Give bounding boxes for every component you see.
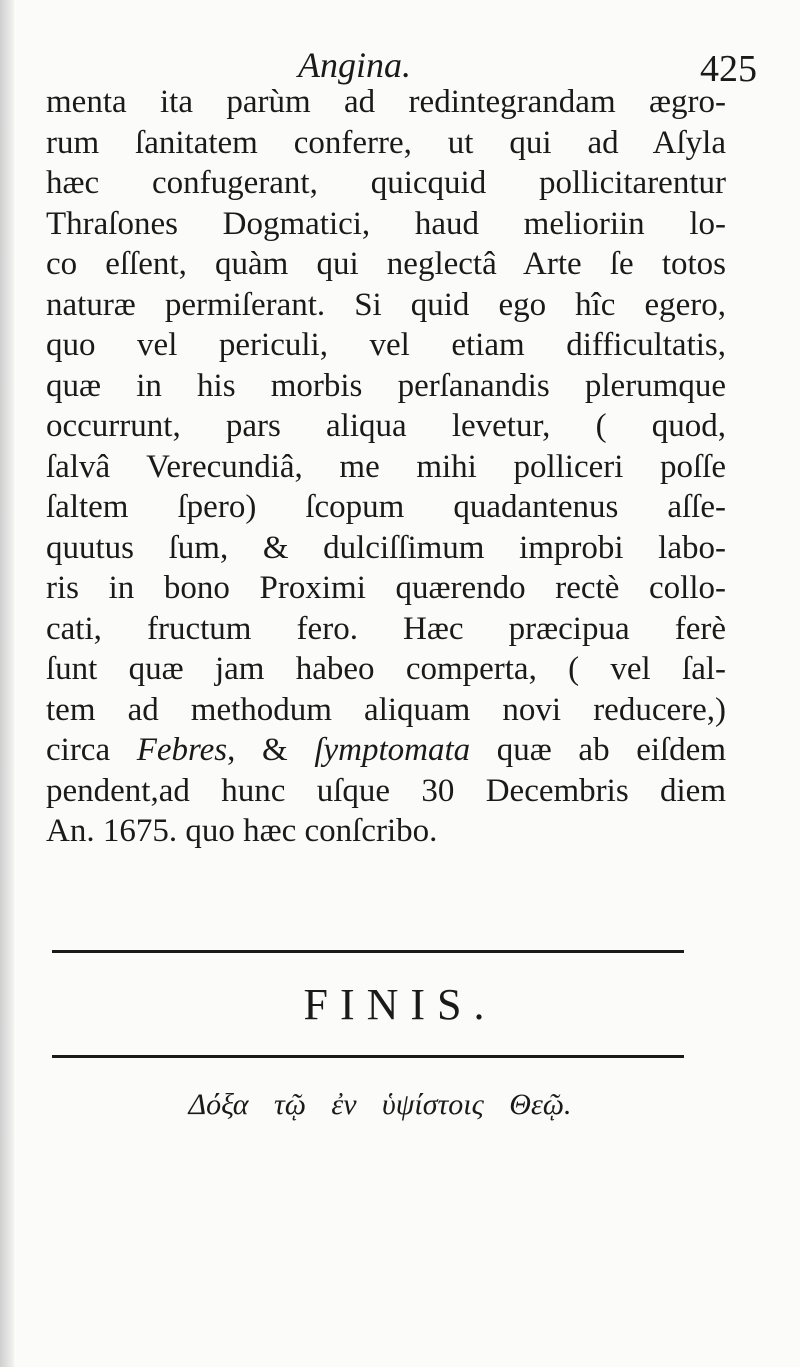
text-line: ſalvâ Verecundiâ, me mihi polliceri poſſe	[46, 448, 726, 485]
text-fragment: quæ ab eiſdem	[470, 732, 726, 768]
page-gutter-shadow	[0, 0, 14, 1367]
text-fragment: , &	[227, 732, 315, 768]
text-line: Thraſones Dogmatici, haud melioriin lo-	[46, 205, 726, 242]
text-line: ſunt quæ jam habeo comperta, ( vel ſal-	[46, 651, 726, 687]
text-line: menta ita parùm ad redintegrandam ægro-	[46, 84, 726, 120]
text-line: hæc confugerant, quicquid pollicitarentur	[46, 165, 726, 201]
text-line: quæ in his morbis perſanandis plerumque	[46, 367, 726, 404]
text-line: rum ſanitatem conferre, ut qui ad Aſyla	[46, 124, 726, 161]
page-number: 425	[700, 48, 757, 90]
text-fragment: circa	[46, 732, 137, 768]
text-line: naturæ permiſerant. Si quid ego hîc egero,	[46, 286, 726, 323]
divider-rule-top	[52, 950, 684, 953]
text-line: co eſſent, quàm qui neglectâ Arte ſe totos	[46, 246, 726, 282]
text-line: pendent,ad hunc uſque 30 Decembris diem	[46, 772, 726, 809]
text-line: ris in bono Proximi quærendo rectè collo-	[46, 570, 726, 606]
text-line: tem ad methodum aliquam novi reducere,)	[46, 691, 726, 728]
text-line: quo vel periculi, vel etiam difficultatis,	[46, 327, 726, 363]
greek-doxology: Δόξα τῷ ἐν ὑψίστοις Θεῷ.	[188, 1088, 572, 1121]
text-line: quutus ſum, & dulciſſimum improbi labo-	[46, 529, 726, 566]
running-title: Angina.	[298, 45, 411, 85]
text-line: ſaltem ſpero) ſcopum quadantenus aſſe-	[46, 489, 726, 525]
finis-heading: FINIS.	[303, 980, 497, 1029]
italic-term-febres: Febres	[136, 732, 228, 768]
italic-term-symptomata: ſymptomata	[314, 732, 471, 768]
divider-rule-bottom	[52, 1055, 684, 1058]
text-line: occurrunt, pars aliqua levetur, ( quod,	[46, 408, 726, 444]
text-line-with-italics	[46, 730, 726, 771]
body-text	[46, 82, 726, 852]
text-line-final: An. 1675. quo hæc conſcribo.	[46, 813, 438, 849]
text-line: cati, fructum fero. Hæc præcipua ferè	[46, 610, 726, 647]
